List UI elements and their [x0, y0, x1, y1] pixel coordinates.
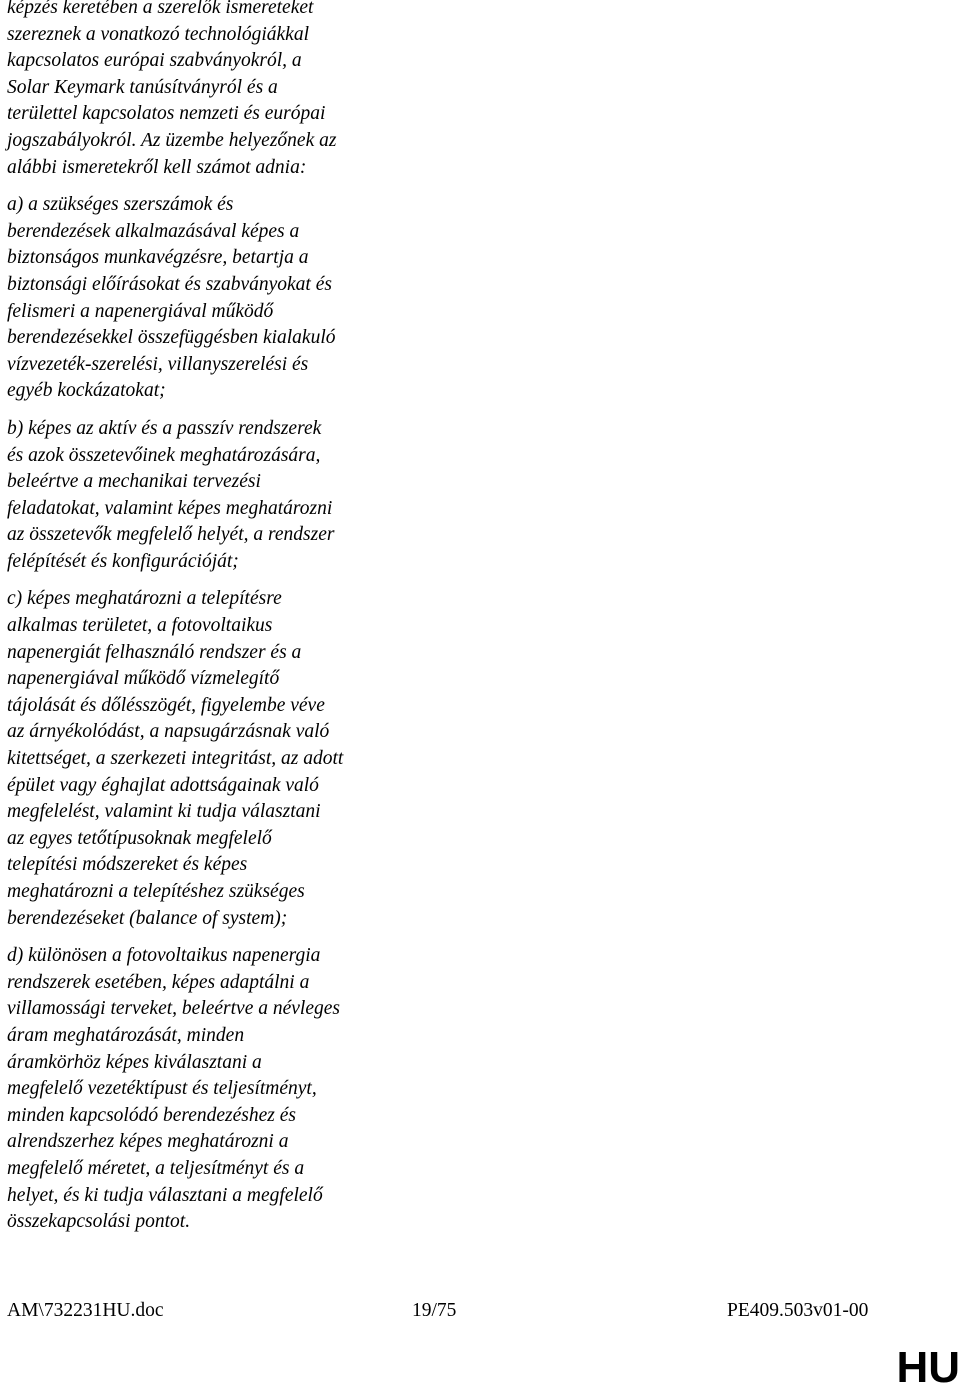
text-line: kitettséget, a szerkezeti integritást, az adott: [7, 748, 344, 770]
text-line: helyet, és ki tudja választani a megfelelő: [7, 1184, 323, 1206]
text-line: feladatokat, valamint képes meghatározni: [7, 497, 333, 519]
text-line: berendezésekkel összefüggésben kialakuló: [7, 327, 336, 349]
footer-page-number: 19/75: [412, 1300, 457, 1321]
page-footer: [0, 1300, 960, 1326]
paragraph-item-d: [7, 943, 427, 1236]
document-body: [7, 0, 427, 1236]
text-line: az egyes tetőtípusoknak megfelelő: [7, 827, 272, 849]
text-line: az összetevők megfelelő helyét, a rendszer: [7, 524, 335, 546]
text-line: megfelelő vezetéktípust és teljesítményt,: [7, 1078, 317, 1100]
paragraph-intro: [7, 0, 427, 181]
text-line: megfelelő méretet, a teljesítményt és a: [7, 1157, 305, 1179]
text-line: alábbi ismeretekről kell számot adnia:: [7, 156, 307, 178]
text-line: épület vagy éghajlat adottságainak való: [7, 774, 319, 796]
text-line: napenergiát felhasználó rendszer és a: [7, 641, 302, 663]
text-line: a) a szükséges szerszámok és: [7, 194, 234, 216]
text-line: berendezések alkalmazásával képes a: [7, 220, 300, 242]
text-line: biztonságos munkavégzésre, betartja a: [7, 247, 309, 269]
paragraph-item-c: [7, 586, 427, 932]
language-code: HU: [896, 1343, 960, 1392]
text-line: vízvezeték-szerelési, villanyszerelési és: [7, 353, 309, 375]
text-line: képzés keretében a szerelők ismereteket: [7, 0, 314, 18]
text-line: összekapcsolási pontot.: [7, 1211, 191, 1233]
text-line: berendezéseket (balance of system);: [7, 907, 288, 929]
text-line: tájolását és dőlésszögét, figyelembe véve: [7, 694, 325, 716]
text-line: alrendszerhez képes meghatározni a: [7, 1131, 289, 1153]
text-line: meghatározni a telepítéshez szükséges: [7, 881, 305, 902]
footer-pe-reference: PE409.503v01-00: [727, 1300, 869, 1321]
text-line: minden kapcsolódó berendezéshez és: [7, 1104, 296, 1126]
footer-document-reference: AM\732231HU.doc: [7, 1300, 164, 1321]
text-line: területtel kapcsolatos nemzeti és európai: [7, 103, 326, 125]
text-line: megfelelést, valamint ki tudja választani: [7, 801, 321, 823]
text-line: biztonsági előírásokat és szabványokat és: [7, 273, 332, 295]
text-line: telepítési módszereket és képes: [7, 854, 248, 876]
text-line: alkalmas területet, a fotovoltaikus: [7, 615, 273, 637]
text-line: Solar Keymark tanúsítványról és a: [7, 76, 278, 98]
paragraph-item-a: [7, 192, 427, 405]
text-line: d) különösen a fotovoltaikus napenergia: [7, 945, 321, 967]
text-line: és azok összetevőinek meghatározására,: [7, 444, 321, 466]
text-line: b) képes az aktív és a passzív rendszerek: [7, 417, 322, 439]
text-line: felismeri a napenergiával működő: [7, 300, 274, 322]
paragraph-item-b: [7, 416, 427, 576]
text-line: az árnyékolódást, a napsugárzásnak való: [7, 721, 330, 743]
text-line: beleértve a mechanikai tervezési: [7, 471, 261, 493]
text-line: rendszerek esetében, képes adaptálni a: [7, 971, 310, 993]
text-line: napenergiával működő vízmelegítő: [7, 668, 280, 690]
text-line: egyéb kockázatokat;: [7, 380, 166, 402]
text-line: szereznek a vonatkozó technológiákkal: [7, 23, 309, 45]
text-line: kapcsolatos európai szabványokról, a: [7, 50, 302, 72]
text-line: jogszabályokról. Az üzembe helyezőnek az: [7, 129, 337, 151]
text-line: villamossági terveket, beleértve a névleges: [7, 998, 340, 1020]
text-line: felépítését és konfigurációját;: [7, 550, 239, 572]
text-line: c) képes meghatározni a telepítésre: [7, 588, 282, 610]
text-line: áram meghatározását, minden: [7, 1024, 245, 1046]
text-line: áramkörhöz képes kiválasztani a: [7, 1051, 262, 1073]
